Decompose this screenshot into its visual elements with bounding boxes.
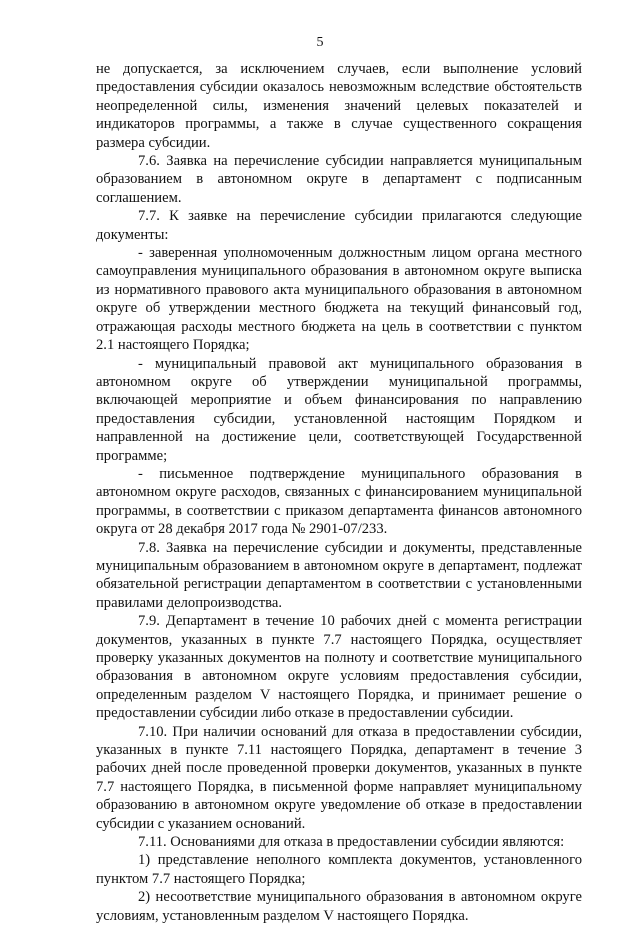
list-item-budget-extract: - заверенная уполномоченным должностным лицом органа местного самоуправления муниципального образования в автономном округе выписка из нормативного правового акта муниципального образования в автономном округе об утверждении местного бюджета на текущий финансовый год, отражающая расходы местного бюджета на цель в соответствии с пунктом 2.1 настоящего Порядка; [96,245,582,354]
page-number: 5 [316,35,324,50]
list-item-incomplete-documents: 1) представление неполного комплекта документов, установленного пунктом 7.7 настоящего Порядка; [96,852,582,887]
paragraph-7-6: 7.6. Заявка на перечисление субсидии направляется муниципальным образованием в автономном округе в департамент с подписанным соглашением. [96,153,582,206]
paragraph-7-11: 7.11. Основаниями для отказа в предоставлении субсидии являются: [138,834,565,851]
document-body [96,60,582,925]
paragraph-7-8: 7.8. Заявка на перечисление субсидии и документы, представленные муниципальным образованием в автономном округе в департамент, подлежат обязательной регистрации департаментом в соответствии с установленными правилами делопроизводства. [96,539,582,611]
paragraph-continuation: не допускается, за исключением случаев, если выполнение условий предоставления субсидии оказалось невозможным вследствие обстоятельств неопределенной силы, изменения значений целевых показателей и индикаторов программы, а также в случае существенного сокращения размера субсидии. [96,61,582,151]
list-item-municipal-act: - муниципальный правовой акт муниципального образования в автономном округе об утверждении муниципальной программы, включающей мероприятие и объем финансирования по направлению предоставления субсидии, установленной настоящим Порядком и направленной на достижение цели, соответствующей Государственной программе; [96,355,582,464]
list-item-written-confirmation: - письменное подтверждение муниципального образования в автономном округе расходов, связанных с финансированием муниципальной программы, в соответствии с приказом департамента финансов автономного округа от 28 декабря 2017 года № 2901-07/233. [96,465,582,538]
paragraph-7-10: 7.10. При наличии оснований для отказа в предоставлении субсидии, указанных в пункте 7.11 настоящего Порядка, департамент в течение 3 рабочих дней после проведенной проверки документов, указанных в пункте 7.7 настоящего Порядка, в письменной форме направляет муниципальному образованию в автономном округе уведомление об отказе в предоставлении субсидии с указанием оснований. [96,723,582,832]
paragraph-7-7: 7.7. К заявке на перечисление субсидии прилагаются следующие документы: [96,208,582,243]
list-item-nonconformity: 2) несоответствие муниципального образования в автономном округе условиям, установленным разделом V настоящего Порядка. [96,889,582,924]
paragraph-7-9: 7.9. Департамент в течение 10 рабочих дней с момента регистрации документов, указанных в пункте 7.7 настоящего Порядка, осуществляет проверку указанных документов на полноту и соответствие муниципального образования в автономном округе условиям предоставления субсидии, определенным разделом V настоящего Порядка, и принимает решение о предоставлении субсидии либо отказе в предоставлении субсидии. [96,613,582,722]
